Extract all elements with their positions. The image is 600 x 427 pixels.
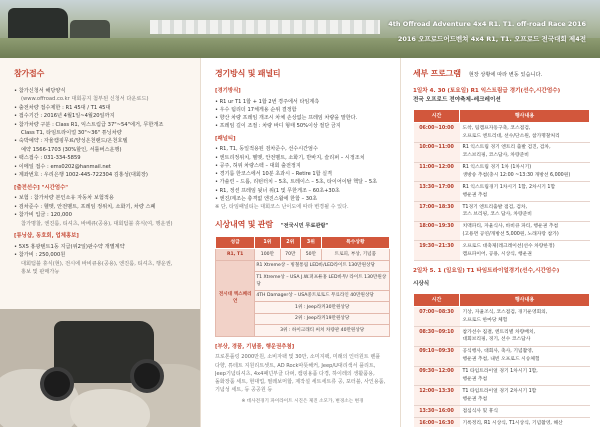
schedule-row — [414, 327, 590, 347]
reg-line: (www.offroad.co.kr 대회공지 첨부된 신청서 다운로드) — [21, 96, 149, 103]
entrant-line: • 검차준수 : 헬멧, 안전벨트, 프레임 정위치, 소화기, 차량 스폐 — [14, 203, 156, 210]
schedule-row — [414, 241, 590, 261]
awards-row — [216, 260, 390, 271]
schedule-head-content: 행사내용 — [460, 294, 590, 307]
reg-line: Class T1, 타임트라이얼 30"~36" 튜닝차량 — [21, 130, 122, 137]
reg-line: • 팩스접수 : 031-334-5859 — [14, 155, 81, 162]
schedule-row — [414, 366, 590, 386]
day1-heading — [413, 87, 590, 96]
hero-title-ko: 2016 오프로드어드벤쳐 4x4 R1, T1. 오프로드 전국대회 제4전 — [397, 35, 586, 43]
program-column — [400, 58, 600, 427]
hero-titles — [388, 20, 586, 43]
vendor-subheading: [튜닝샵, 동호회, 업체홍보] — [14, 233, 79, 240]
entrant-line: 참가명찰, 엔진룸, 티셔츠, 바베큐(공용), 대회텀블 휴식(여, 행운권) — [21, 220, 173, 227]
day1-subtitle: 전국 오프로드 전야축제–레크레이션 — [413, 97, 501, 103]
schedule-content: 기상, 자율조식, 코스점검, 경기운영회의, 오프로드 한마당 체험 — [460, 307, 590, 327]
program-heading: 세부 프로그램 — [413, 69, 461, 78]
awards-cell: R1, T1 — [216, 249, 255, 260]
schedule-row — [414, 221, 590, 241]
schedule-content: 점심식사 및 휴식 — [460, 405, 590, 417]
schedule-time: 13:30~17:00 — [414, 182, 460, 202]
vendor-line: 홍보 및 판매가능 — [21, 269, 60, 276]
awards-cell: 트로피, 부상, 기념품 — [321, 249, 389, 260]
day1-schedule-table — [413, 109, 590, 261]
penalty-line: • R1, T1, 동일적용된 검차준수, 선수시간엄수 — [215, 146, 318, 153]
schedule-row — [414, 123, 590, 143]
awards-cell: 2위 : Jeep라커19만원상당 — [255, 313, 390, 324]
awards-cell: R1 Xtreme상 – 빙철통림 LED바/LED라이트 130만원상당 — [255, 260, 390, 271]
schedule-content: T1 타임트라이얼 경기 2차시기 1합 행운권 추첨 — [460, 386, 590, 406]
awards-cell: 3위 : 하이크래티 써쳐 차량관 40만원상당 — [255, 325, 390, 336]
schedule-time: 09:30~12:00 — [414, 366, 460, 386]
schedule-content: R1 익스트림 경기 1차 (1차시기) 생방송 추첨(충시 12:00 ~13:30 개방선 6,000원) — [460, 162, 590, 182]
schedule-row — [414, 346, 590, 366]
registration-lines — [14, 87, 190, 180]
prizes-note: ※ 데사전경기 파이라이트 시진은 제진 소모가, 변경소는 변경 — [241, 398, 364, 404]
tents-image — [150, 20, 380, 34]
schedule-content: 도착, 팀캠프자동구축, 코스점검, 오프로드 엔트리대, 선수/단소원, 참가명찰처리 — [460, 123, 590, 143]
program-note: 현장 상황에 따라 변동 있습니다. — [468, 72, 543, 78]
hero-title-en: 4th Offroad Adventure 4x4 R1. T1. off-road Race 2016 — [388, 20, 586, 28]
schedule-row — [414, 142, 590, 162]
schedule-row — [414, 162, 590, 182]
day2-subtitle: 시상식 — [413, 281, 430, 288]
format-line: • 프레임 길이 조절 : 차량 바디 형태 50%이상 절단 금지 — [215, 123, 341, 130]
schedule-time: 18:00~19:30 — [414, 221, 460, 241]
schedule-head-row — [414, 294, 590, 307]
schedule-row — [414, 202, 590, 222]
schedule-time: 09:10~09:30 — [414, 346, 460, 366]
schedule-time: 13:30~16:00 — [414, 405, 460, 417]
schedule-content: 치맥파티, 자율식사, 바비큐 파티, 행운권 추첨 (고용면 공연/개방선 5,000원, 노래자랑 참가) — [460, 221, 590, 241]
schedule-row — [414, 417, 590, 427]
awards-cell: 1위 : Jeep라커30만원상당 — [255, 302, 390, 313]
prizes-line: 프로톤플링 2000만원, 소비자팩 및 30만, 소미지팩, 미래의 인터원트 렌플 — [215, 354, 381, 361]
schedule-time: 19:30~21:30 — [414, 241, 460, 261]
entrant-line: • 참가비 입금 : 120,000 — [14, 212, 72, 219]
format-subheading: [경기방식] — [215, 87, 241, 94]
schedule-head-row — [414, 110, 590, 123]
reg-line: • 이메일 접수 : ems0202@hanmail.net — [14, 163, 111, 170]
schedule-time: 12:00~13:30 — [414, 386, 460, 406]
hero-banner — [0, 0, 600, 58]
awards-head-cell: 성급 — [216, 237, 255, 249]
awards-cell: T1 Xtreme상 – USA J.W.퍼프튜홍 LED바무/ 라이트 130만원상당 — [255, 272, 390, 291]
awards-row — [216, 249, 390, 260]
awards-head-cell: 1위 — [255, 237, 280, 249]
awards-head-cell: 2위 — [280, 237, 301, 249]
schedule-content: T1경기 엔트리출발 점검, 검차, 코스 브리핑, 코스 답사, 차량준비 — [460, 202, 590, 222]
reg-line: • 참가신청서 해당양식 — [14, 87, 66, 94]
schedule-content: R1 익스트림 경기 엔트리 출발 검진, 검차, 코스브리핑, 코스답사, 차량준비 — [460, 142, 590, 162]
schedule-time: 17:00~18:30 — [414, 202, 460, 222]
day2-schedule-table — [413, 293, 590, 427]
penalty-note: ※ 단, 타임패널티는 대회코스 난이도에 따라 변경될 수 있다. — [215, 204, 349, 211]
prizes-line: 기념성 세트, 등 공공원 등 — [215, 387, 273, 394]
prizes-subheading: [부상, 경품, 기념품, 행운권추첨] — [215, 343, 295, 350]
schedule-content: 공식행사, 대회사, 축사, 기념촬영, 행운권 추첨, 내빈 오프로드 시승체험 — [460, 346, 590, 366]
format-line: • R1 ur T1 1합 + 1합 2번 경주에서 타임계측 — [215, 98, 320, 105]
schedule-time: 16:00~16:30 — [414, 417, 460, 427]
schedule-time: 10:00~11:00 — [414, 142, 460, 162]
schedule-row — [414, 182, 590, 202]
awards-table — [215, 236, 390, 336]
awards-heading: 시상내역 및 관람 — [215, 220, 273, 230]
penalty-line: • 엔트리정위치, 헬멧, 안전벨트, 소화기, 반바지, 슬리퍼 – 시정조치 — [215, 154, 365, 161]
vendor-line: • 참가비 : 250,000원 — [14, 252, 66, 259]
penalty-line: • R1, 정션 프레임 뒷너 위(1 및 무한게조 – 60초+30초 — [215, 187, 340, 194]
format-line: • 향산 차량 프레임 개조시 차체 손상없는 프레임 차량을 말한다. — [215, 115, 358, 122]
rules-column — [200, 58, 400, 427]
vendor-line: 대회텀블 휴식(현), 전시에 바비큐용(공용), 엔진룸, 티셔츠, 행운권, — [21, 260, 173, 267]
prizes-line: 돌화장품 세트, 현대업, 필레보머합, 제작설 세트세트류 공, 포터블, 사인용품, — [215, 379, 386, 386]
rules-heading: 경기방식 및 패널티 — [215, 69, 281, 78]
awards-cell: 70만 — [280, 249, 301, 260]
reg-line: • 출전차량 접수제한 : R1 45대 / T1 45대 — [14, 104, 111, 111]
awards-head-cell: 특수상황 — [321, 237, 389, 249]
entrant-line: • 보험 : 참가차량 본인소유 자동차 보험적용 — [14, 195, 114, 202]
schedule-row — [414, 405, 590, 417]
program-header — [413, 68, 590, 81]
schedule-time: 06:00~10:00 — [414, 123, 460, 143]
penalty-subheading: [패널티] — [215, 135, 236, 142]
penalty-line: • 공주, 허위 차량스펙 – 대회 출전정지 — [215, 162, 301, 169]
wheel — [40, 367, 74, 401]
wheel — [130, 359, 164, 393]
awards-tagline: "전국시민 무료관람" — [280, 223, 329, 230]
reg-line: • 숙박예약 : 자율캠핑무료/양성온천랜드/온천호텔 — [14, 138, 128, 145]
awards-header — [215, 219, 390, 232]
schedule-content: 오프로드 대축제(레크레이션(선수 차량한정) 캠프파이어, 공용, 시상식, 행운권 — [460, 241, 590, 261]
offroad-car-image — [8, 8, 68, 42]
awards-head-row — [216, 237, 390, 249]
schedule-content: 기록정리, R1 시상식, T1시상식, 기념촬영, 해산 — [460, 417, 590, 427]
schedule-row — [414, 386, 590, 406]
reg-line: • 참가차량 구분 : Class R1, 익스트림급 37"~54"에거, 무한개조 — [14, 121, 164, 128]
penalty-line: • 경기룸 한코스에서 10분 초과시 – Retire 1합 실격 — [215, 171, 333, 178]
schedule-time: 07:00~08:30 — [414, 307, 460, 327]
schedule-row — [414, 307, 590, 327]
penalty-line: • 엔진/계조는 충격없 엔진스왑에 한함 – 30초 — [215, 195, 318, 202]
schedule-head-content: 행사내용 — [460, 110, 590, 123]
registration-heading: 참가접수 — [14, 69, 45, 78]
reg-line: • 계좌번호 : 우리은행 1002-445-722304 김홍성(대회장) — [14, 172, 148, 179]
day1-title: 1일차 4. 30 (토요일) R1 익스트림급 경기(선수,시간엄수) — [413, 87, 561, 94]
schedule-content: 참가선수 집결, 엔트리별 차량배치, 대회브리핑, 경기, 선수 코스답사 — [460, 327, 590, 347]
schedule-head-time: 시간 — [414, 110, 460, 123]
vendor-line: • 5X5 홍광텐트1동 지급(위2일)판수약 개별계약 — [14, 243, 125, 250]
prizes-line: Jeep기념티셔츠, 4x4패넌부클 다퍼, 캠핑용품 다경, 하이레의 생활품용, — [215, 370, 375, 377]
registration-column — [0, 58, 200, 427]
awards-cell: 50만 — [301, 249, 322, 260]
schedule-time: 08:30~09:10 — [414, 327, 460, 347]
prizes-line: 다향, 튜테트 지원리트셋트, AD Rock따뜻해커, Jeep/U대리색서 플리트, — [215, 362, 376, 369]
reg-line: • 접수기간 : 2016년 4월1일~4월20일까지 — [14, 113, 115, 120]
awards-cell: 4TH Damager상 – USA중트로토드 무료라인 40만원상당 — [255, 290, 390, 301]
schedule-content: R1 익스트림경기 1차시기 1합, 2차시기 1합 행운권 추첨 — [460, 182, 590, 202]
rock-crawler-photo — [0, 309, 200, 427]
awards-head-cell: 3위 — [301, 237, 322, 249]
schedule-head-time: 시간 — [414, 294, 460, 307]
entrant-subheading: [출전선수] "시간엄수" — [14, 184, 69, 191]
schedule-content: T1 타임트라이얼 경기 1차시기 1합, 행운권 추첨 — [460, 366, 590, 386]
day2-title: 2일차 5. 1 (일요일) T1 타임트라이얼경기(선수,시간엄수) — [413, 268, 560, 275]
schedule-time: 11:00~12:00 — [414, 162, 460, 182]
format-line: • 우수 팀리더 17체게용 순위 결정함 — [215, 106, 297, 113]
reg-line: 예약 1566-1703 (30%할인, 서틀버스운행) — [21, 146, 122, 153]
awards-group-label: 전시대 엑스페리언 — [216, 260, 255, 336]
awards-cell: 100만 — [255, 249, 280, 260]
penalty-line: • 가솔린 – 드롭, 리턴터치 – 5초, 트레이스 – 5초, 타이어이탈 핵달 – 5초 — [215, 179, 377, 186]
